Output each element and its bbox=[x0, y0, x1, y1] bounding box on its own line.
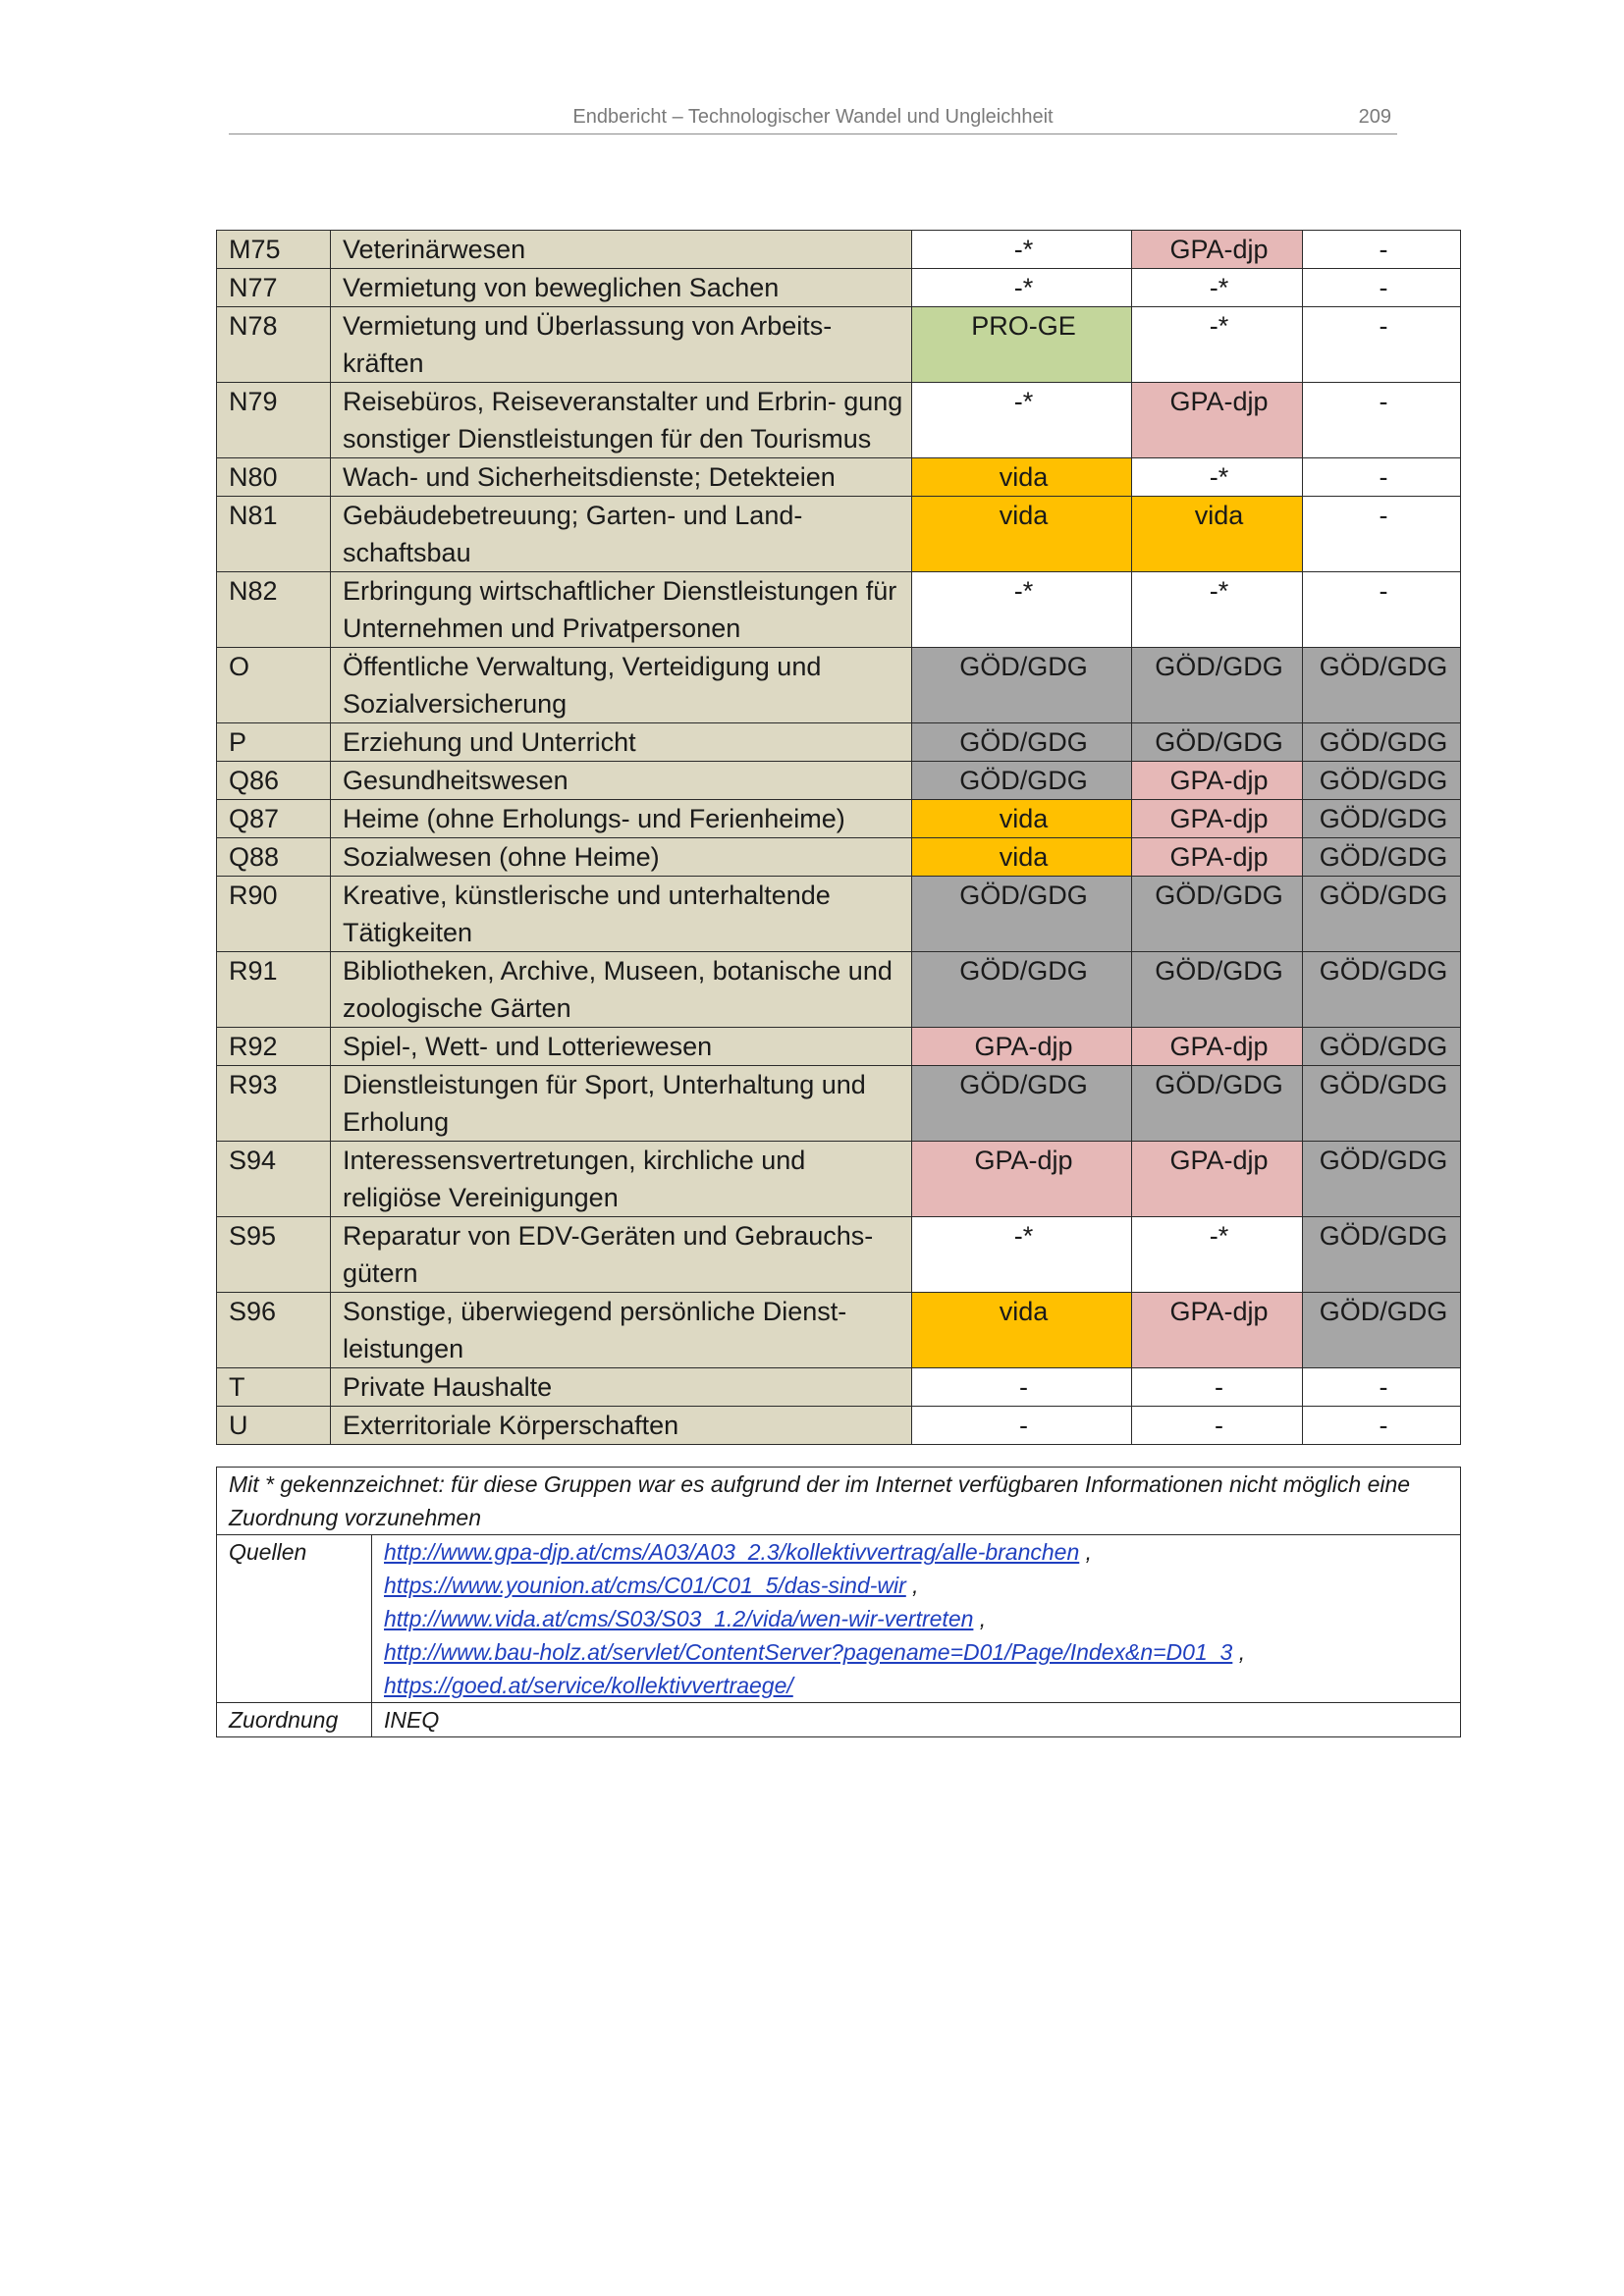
union-cell: GÖD/GDG bbox=[912, 723, 1132, 762]
sector-description: Reisebüros, Reiseveranstalter und Erbrin- gung sonstiger Dienstleistungen für den Tourismus bbox=[331, 383, 912, 458]
union-cell: GÖD/GDG bbox=[912, 648, 1132, 723]
sector-code: N78 bbox=[217, 307, 331, 383]
source-line bbox=[384, 1635, 1448, 1669]
union-cell: GÖD/GDG bbox=[1303, 1142, 1461, 1217]
sector-code: N77 bbox=[217, 269, 331, 307]
assignment-value: INEQ bbox=[372, 1703, 1461, 1737]
sector-description: Vermietung und Überlassung von Arbeits- kräften bbox=[331, 307, 912, 383]
page-header bbox=[229, 102, 1397, 134]
table-row bbox=[217, 1028, 1461, 1066]
union-cell: vida bbox=[912, 497, 1132, 572]
footnote-text: Mit * gekennzeichnet: für diese Gruppen war es aufgrund der im Internet verfügbaren Informationen nicht möglich eine Zuordnung vorzunehmen bbox=[217, 1468, 1461, 1535]
table-row bbox=[217, 762, 1461, 800]
assignment-row bbox=[217, 1703, 1461, 1737]
union-cell: - bbox=[1303, 269, 1461, 307]
table-row bbox=[217, 572, 1461, 648]
union-cell: vida bbox=[912, 458, 1132, 497]
table-body bbox=[217, 231, 1461, 1445]
union-cell: GÖD/GDG bbox=[1303, 723, 1461, 762]
sector-code: N81 bbox=[217, 497, 331, 572]
sector-description: Bibliotheken, Archive, Museen, botanische und zoologische Gärten bbox=[331, 952, 912, 1028]
sector-code: S95 bbox=[217, 1217, 331, 1293]
union-cell: GPA-djp bbox=[1132, 838, 1303, 877]
source-line bbox=[384, 1602, 1448, 1635]
sector-code: S94 bbox=[217, 1142, 331, 1217]
source-link[interactable]: https://www.younion.at/cms/C01/C01_5/das-sind-wir bbox=[384, 1573, 906, 1598]
sector-description: Vermietung von beweglichen Sachen bbox=[331, 269, 912, 307]
union-cell: GPA-djp bbox=[1132, 800, 1303, 838]
sector-code: Q88 bbox=[217, 838, 331, 877]
union-cell: GÖD/GDG bbox=[1132, 877, 1303, 952]
union-cell: GÖD/GDG bbox=[912, 762, 1132, 800]
union-cell: - bbox=[912, 1407, 1132, 1445]
sector-description: Öffentliche Verwaltung, Verteidigung und Sozialversicherung bbox=[331, 648, 912, 723]
sector-description: Dienstleistungen für Sport, Unterhaltung und Erholung bbox=[331, 1066, 912, 1142]
union-assignment-table bbox=[216, 230, 1461, 1445]
union-cell: GÖD/GDG bbox=[1132, 648, 1303, 723]
sector-description: Reparatur von EDV-Geräten und Gebrauchs- gütern bbox=[331, 1217, 912, 1293]
table-row bbox=[217, 1293, 1461, 1368]
sector-code: R93 bbox=[217, 1066, 331, 1142]
union-cell: -* bbox=[1132, 458, 1303, 497]
sector-description: Exterritoriale Körperschaften bbox=[331, 1407, 912, 1445]
sector-code: R90 bbox=[217, 877, 331, 952]
table-row bbox=[217, 1407, 1461, 1445]
sector-description: Erziehung und Unterricht bbox=[331, 723, 912, 762]
source-separator: , bbox=[1079, 1539, 1093, 1565]
sector-description: Heime (ohne Erholungs- und Ferienheime) bbox=[331, 800, 912, 838]
union-cell: GPA-djp bbox=[1132, 231, 1303, 269]
table-row bbox=[217, 1217, 1461, 1293]
union-cell: -* bbox=[912, 231, 1132, 269]
sector-description: Sonstige, überwiegend persönliche Dienst- leistungen bbox=[331, 1293, 912, 1368]
table-row bbox=[217, 1142, 1461, 1217]
table-row bbox=[217, 1368, 1461, 1407]
union-cell: GPA-djp bbox=[1132, 1142, 1303, 1217]
union-cell: GÖD/GDG bbox=[912, 877, 1132, 952]
table-row bbox=[217, 231, 1461, 269]
table-row bbox=[217, 800, 1461, 838]
union-cell: GPA-djp bbox=[1132, 1293, 1303, 1368]
union-cell: PRO-GE bbox=[912, 307, 1132, 383]
union-cell: GÖD/GDG bbox=[1303, 838, 1461, 877]
sources-row bbox=[217, 1535, 1461, 1703]
union-cell: -* bbox=[912, 383, 1132, 458]
union-cell: GPA-djp bbox=[1132, 383, 1303, 458]
sector-code: Q86 bbox=[217, 762, 331, 800]
source-link[interactable]: http://www.gpa-djp.at/cms/A03/A03_2.3/kollektivvertrag/alle-branchen bbox=[384, 1539, 1080, 1565]
sources-list bbox=[372, 1535, 1461, 1703]
union-cell: GÖD/GDG bbox=[1303, 877, 1461, 952]
union-cell: GÖD/GDG bbox=[912, 1066, 1132, 1142]
source-link[interactable]: https://goed.at/service/kollektivvertraege/ bbox=[384, 1673, 793, 1698]
union-cell: vida bbox=[912, 800, 1132, 838]
sector-description: Sozialwesen (ohne Heime) bbox=[331, 838, 912, 877]
union-cell: GPA-djp bbox=[912, 1142, 1132, 1217]
sources-label: Quellen bbox=[217, 1535, 372, 1703]
source-separator: , bbox=[973, 1606, 987, 1631]
union-cell: vida bbox=[1132, 497, 1303, 572]
sector-description: Private Haushalte bbox=[331, 1368, 912, 1407]
sector-description: Gebäudebetreuung; Garten- und Land- schaftsbau bbox=[331, 497, 912, 572]
union-cell: -* bbox=[1132, 269, 1303, 307]
sector-code: T bbox=[217, 1368, 331, 1407]
sector-description: Veterinärwesen bbox=[331, 231, 912, 269]
assignment-label: Zuordnung bbox=[217, 1703, 372, 1737]
union-cell: GÖD/GDG bbox=[1303, 1028, 1461, 1066]
table-row bbox=[217, 877, 1461, 952]
union-cell: GÖD/GDG bbox=[1303, 1066, 1461, 1142]
union-cell: - bbox=[1303, 1407, 1461, 1445]
union-cell: vida bbox=[912, 1293, 1132, 1368]
union-cell: GÖD/GDG bbox=[1303, 762, 1461, 800]
table-row bbox=[217, 383, 1461, 458]
source-separator: , bbox=[1232, 1639, 1246, 1665]
union-cell: - bbox=[912, 1368, 1132, 1407]
union-cell: - bbox=[1132, 1368, 1303, 1407]
source-line bbox=[384, 1669, 1448, 1702]
union-cell: - bbox=[1303, 1368, 1461, 1407]
union-cell: -* bbox=[912, 572, 1132, 648]
sector-description: Spiel-, Wett- und Lotteriewesen bbox=[331, 1028, 912, 1066]
union-cell: GÖD/GDG bbox=[1303, 952, 1461, 1028]
union-cell: GÖD/GDG bbox=[1132, 952, 1303, 1028]
sector-code: P bbox=[217, 723, 331, 762]
table-row bbox=[217, 723, 1461, 762]
source-link[interactable]: http://www.vida.at/cms/S03/S03_1.2/vida/wen-wir-vertreten bbox=[384, 1606, 974, 1631]
union-cell: - bbox=[1132, 1407, 1303, 1445]
table-row bbox=[217, 952, 1461, 1028]
sector-code: M75 bbox=[217, 231, 331, 269]
union-cell: GÖD/GDG bbox=[1303, 1217, 1461, 1293]
union-cell: -* bbox=[912, 269, 1132, 307]
notes-table bbox=[216, 1467, 1461, 1737]
table-row bbox=[217, 269, 1461, 307]
union-cell: GÖD/GDG bbox=[1303, 800, 1461, 838]
union-cell: -* bbox=[912, 1217, 1132, 1293]
table-row bbox=[217, 838, 1461, 877]
union-cell: GPA-djp bbox=[912, 1028, 1132, 1066]
footnote-row bbox=[217, 1468, 1461, 1535]
union-cell: GÖD/GDG bbox=[1303, 648, 1461, 723]
sector-code: N82 bbox=[217, 572, 331, 648]
union-cell: - bbox=[1303, 231, 1461, 269]
report-title: Endbericht – Technologischer Wandel und Ungleichheit bbox=[572, 106, 1054, 128]
sector-code: O bbox=[217, 648, 331, 723]
union-cell: - bbox=[1303, 307, 1461, 383]
sector-code: N80 bbox=[217, 458, 331, 497]
union-cell: -* bbox=[1132, 1217, 1303, 1293]
sector-description: Kreative, künstlerische und unterhaltende Tätigkeiten bbox=[331, 877, 912, 952]
source-link[interactable]: http://www.bau-holz.at/servlet/ContentServer?pagename=D01/Page/Index&n=D01_3 bbox=[384, 1639, 1233, 1665]
sector-code: R92 bbox=[217, 1028, 331, 1066]
union-cell: -* bbox=[1132, 572, 1303, 648]
union-cell: GPA-djp bbox=[1132, 762, 1303, 800]
union-cell: GPA-djp bbox=[1132, 1028, 1303, 1066]
union-cell: GÖD/GDG bbox=[912, 952, 1132, 1028]
source-line bbox=[384, 1569, 1448, 1602]
sector-code: U bbox=[217, 1407, 331, 1445]
source-line bbox=[384, 1535, 1448, 1569]
union-cell: - bbox=[1303, 383, 1461, 458]
sector-code: S96 bbox=[217, 1293, 331, 1368]
source-separator: , bbox=[905, 1573, 919, 1598]
table-row bbox=[217, 497, 1461, 572]
union-cell: -* bbox=[1132, 307, 1303, 383]
union-cell: - bbox=[1303, 572, 1461, 648]
page-number: 209 bbox=[1358, 106, 1391, 128]
union-cell: GÖD/GDG bbox=[1132, 723, 1303, 762]
union-cell: - bbox=[1303, 497, 1461, 572]
sector-description: Gesundheitswesen bbox=[331, 762, 912, 800]
union-cell: GÖD/GDG bbox=[1303, 1293, 1461, 1368]
sector-code: N79 bbox=[217, 383, 331, 458]
union-cell: GÖD/GDG bbox=[1132, 1066, 1303, 1142]
sector-description: Erbringung wirtschaftlicher Dienstleistungen für Unternehmen und Privatpersonen bbox=[331, 572, 912, 648]
sector-description: Interessensvertretungen, kirchliche und religiöse Vereinigungen bbox=[331, 1142, 912, 1217]
union-cell: - bbox=[1303, 458, 1461, 497]
union-cell: vida bbox=[912, 838, 1132, 877]
sector-code: R91 bbox=[217, 952, 331, 1028]
table-row bbox=[217, 1066, 1461, 1142]
sector-code: Q87 bbox=[217, 800, 331, 838]
sector-description: Wach- und Sicherheitsdienste; Detekteien bbox=[331, 458, 912, 497]
table-row bbox=[217, 307, 1461, 383]
table-row bbox=[217, 648, 1461, 723]
table-row bbox=[217, 458, 1461, 497]
